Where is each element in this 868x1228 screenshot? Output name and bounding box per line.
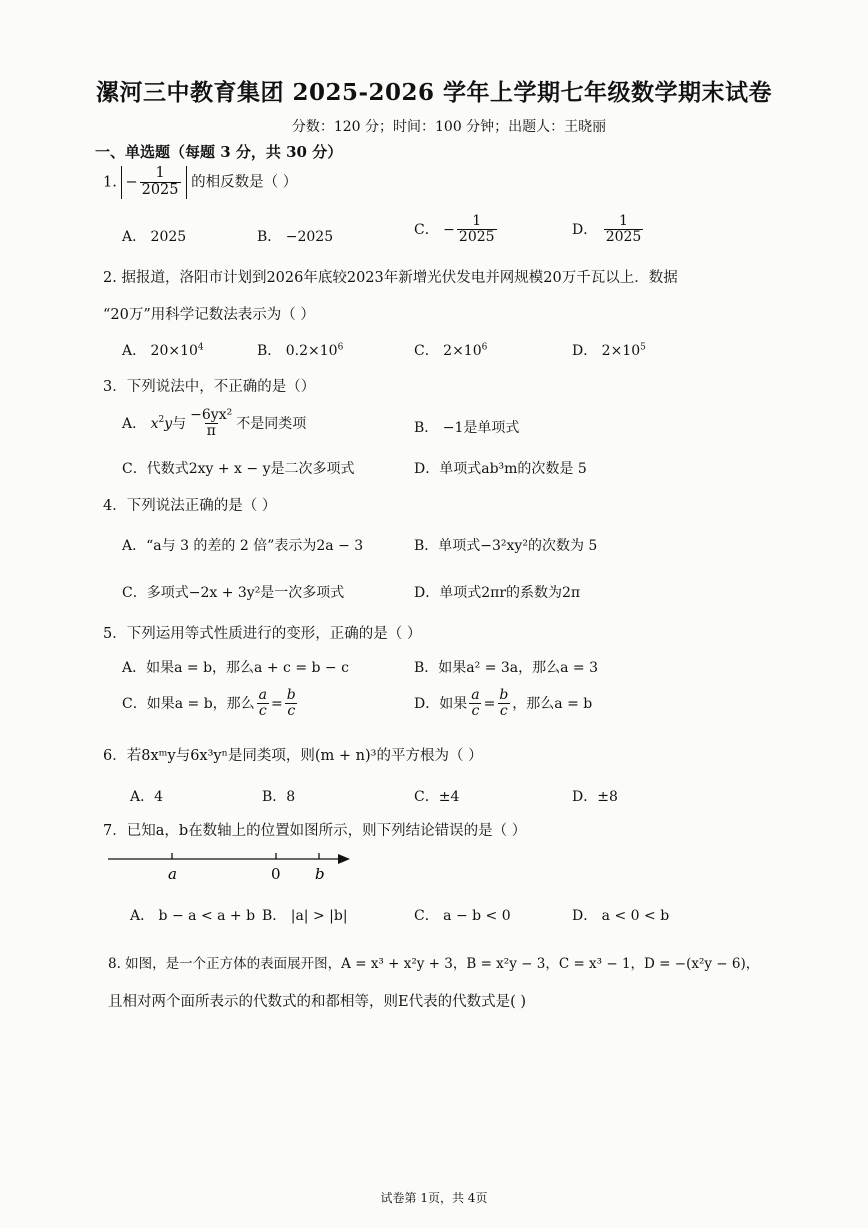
q2-option-b: B． $0.2\times 10^6$ (257, 342, 344, 359)
q5-option-c: C．如果a = b，那么 $\frac{a}{c}$ = $\frac{b}{c}$ (122, 687, 296, 720)
q1-option-b: B． −2025 (257, 229, 334, 245)
q5-option-a: A．如果a = b，那么a + c = b − c (122, 660, 349, 676)
question-1 (103, 166, 297, 199)
q4-option-c: C．多项式−2x + 3y²是一次多项式 (122, 585, 345, 601)
q5-option-d: D．如果 $\frac{a}{c}$ = $\frac{b}{c}$ ，那么a = b (414, 687, 593, 720)
q1-option-d: D． $\frac{1}{2025}$ (572, 213, 642, 246)
q3-option-b: B． −1是单项式 (414, 420, 520, 436)
question-2-line1: 2. 据报道，洛阳市计划到2026年底较2023年新增光伏发电并网规模20万千瓦以上．数据 (103, 270, 678, 286)
q7-option-a: A． b − a < a + b (130, 908, 256, 924)
label-a: a (168, 865, 177, 883)
q2-option-a: A． $20\times 10^4$ (122, 342, 204, 359)
q7-option-c: C． a − b < 0 (414, 908, 511, 924)
q2-option-d: D． $2\times 10^5$ (572, 342, 646, 359)
q6-option-a: A．4 (130, 789, 164, 805)
q4-option-b: B．单项式−3²xy²的次数为 5 (414, 538, 598, 554)
question-3: 3．下列说法中，不正确的是（） (103, 379, 316, 395)
number-line (100, 845, 360, 885)
number-line-arrow (338, 854, 350, 864)
question-6: 6．若8xᵐy与6x³yⁿ是同类项，则(m + n)³的平方根为（ ） (103, 748, 483, 764)
exam-subtitle: 分数：120 分；时间：100 分钟；出题人：王晓丽 (291, 119, 607, 135)
q6-option-d: D．±8 (572, 789, 618, 805)
label-0: 0 (271, 865, 281, 883)
question-7: 7．已知a，b在数轴上的位置如图所示，则下列结论错误的是（ ） (103, 823, 527, 839)
question-4: 4．下列说法正确的是（ ） (103, 498, 277, 514)
q7-option-b: B． |a| > |b| (262, 908, 348, 924)
q4-option-d: D．单项式2πr的系数为2π (414, 585, 581, 601)
q6-option-b: B．8 (262, 789, 296, 805)
q1-option-c: C． − $\frac{1}{2025}$ (414, 213, 495, 246)
q1-option-a: A． 2025 (122, 229, 187, 245)
question-8-line2: 且相对两个面所表示的代数式的和都相等，则E代表的代数式是( ) (108, 994, 527, 1010)
q4-option-a: A．“a与 3 的差的 2 倍”表示为2a − 3 (122, 538, 364, 554)
q7-option-d: D． a < 0 < b (572, 908, 670, 924)
question-text: 的相反数是（ ） (191, 174, 298, 191)
question-number: 1. (103, 174, 117, 191)
q2-option-c: C． $2\times 10^6$ (414, 342, 488, 359)
fraction: $\frac{1}{2025}$ (141, 165, 179, 198)
absolute-value: − $\frac{1}{2025}$ (121, 166, 186, 199)
q3-option-d: D．单项式ab³m的次数是 5 (414, 461, 587, 477)
question-5: 5．下列运用等式性质进行的变形，正确的是（ ） (103, 626, 422, 642)
section-heading: 一、单选题（每题 3 分，共 30 分） (95, 143, 343, 161)
label-b: b (315, 865, 325, 883)
q3-option-c: C．代数式2xy + x − y是二次多项式 (122, 461, 355, 477)
q3-option-a: A． $x^2y$与 $\frac{\text{−6yx²}}{\pi}$ 不是同类项 (122, 407, 307, 440)
question-2-line2: “20万”用科学记数法表示为（ ） (103, 307, 315, 323)
question-8-line1: 8. 如图，是一个正方体的表面展开图，A = x³ + x²y + 3，B = x²y − 3，C = x³ − 1，D = −(x²y − 6)， (108, 956, 760, 972)
q5-option-b: B．如果a² = 3a，那么a = 3 (414, 660, 599, 676)
exam-title: 漯河三中教育集团 2025-2026 学年上学期七年级数学期末试卷 (95, 79, 773, 106)
page-footer: 试卷第 1页，共 4页 (380, 1191, 488, 1205)
q6-option-c: C．±4 (414, 789, 460, 805)
